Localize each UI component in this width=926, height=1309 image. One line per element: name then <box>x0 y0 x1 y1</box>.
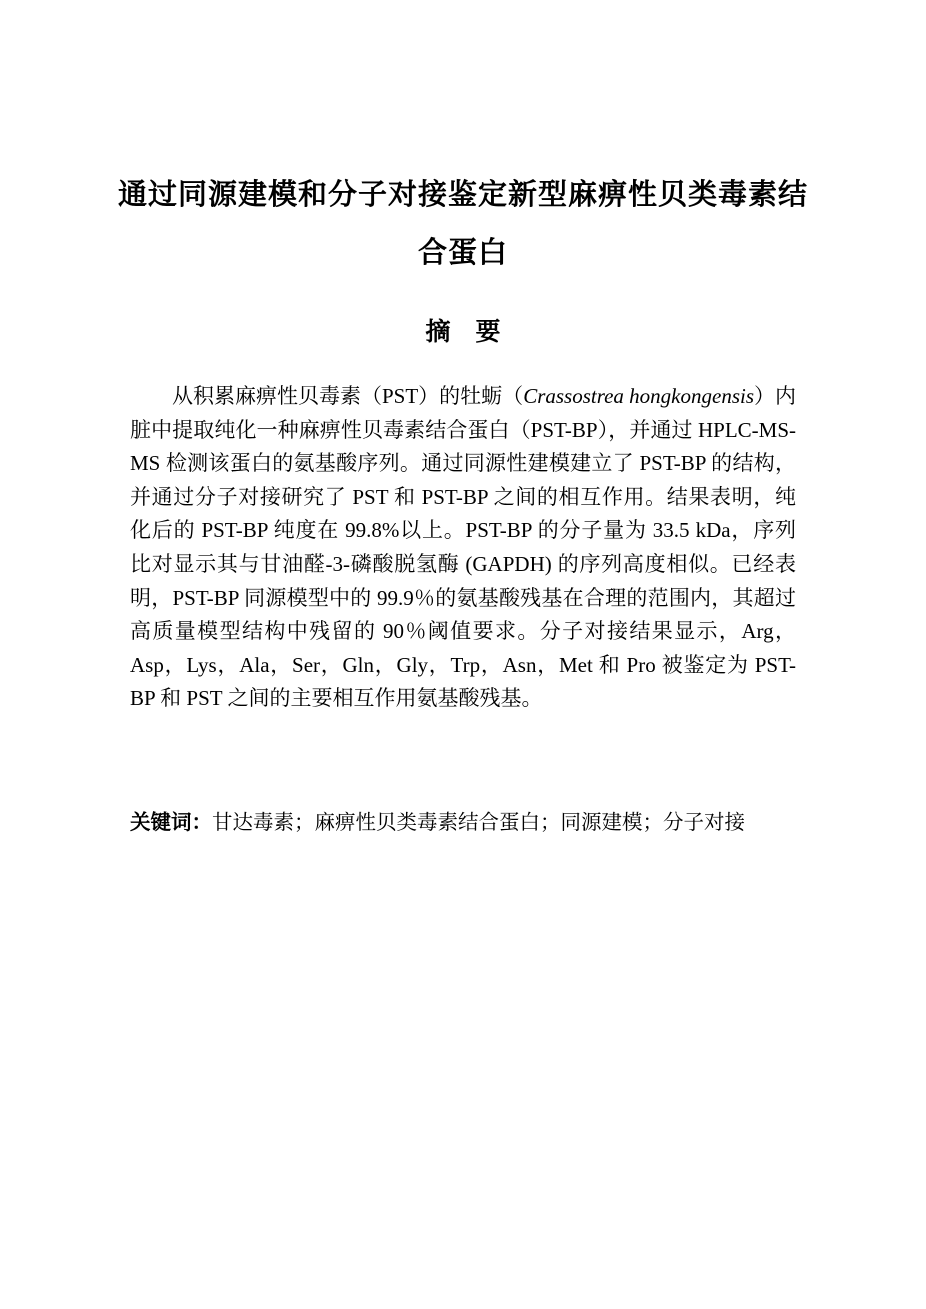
abstract-text-after-species: ）内脏中提取纯化一种麻痹性贝毒素结合蛋白（PST-BP），并通过 HPLC-MS-MS 检测该蛋白的氨基酸序列。通过同源性建模建立了 PST-BP 的结构，并通过分子对接研究了 PST 和 PST-BP 之间的相互作用。结果表明，纯化后的 PST-BP 纯度在 99.8%以上。PST-BP 的分子量为 33.5 kDa，序列比对显示其与甘油醛-3-磷酸脱氢酶 (GAPDH) 的序列高度相似。已经表明，PST-BP 同源模型中的 99.9％的氨基酸残基在合理的范围内，其超过高质量模型结构中残留的 90％阈值要求。分子对接结果显示，Arg，Asp，Lys，Ala，Ser，Gln，Gly，Trp，Asn，Met 和 Pro 被鉴定为 PST-BP 和 PST 之间的主要相互作用氨基酸残基。 <box>130 384 797 711</box>
abstract-text-before-species: 从积累麻痹性贝毒素（PST）的牡蛎（ <box>172 384 524 408</box>
keywords-label: 关键词： <box>130 810 212 834</box>
abstract-paragraph <box>130 380 796 716</box>
keywords-text: 甘达毒素；麻痹性贝类毒素结合蛋白；同源建模；分子对接 <box>212 811 745 834</box>
document-title: 通过同源建模和分子对接鉴定新型麻痹性贝类毒素结合蛋白 <box>117 179 808 269</box>
species-name: Crassostrea hongkongensis <box>523 384 755 408</box>
abstract-heading: 摘 要 <box>425 318 501 346</box>
keywords-line <box>130 808 796 838</box>
